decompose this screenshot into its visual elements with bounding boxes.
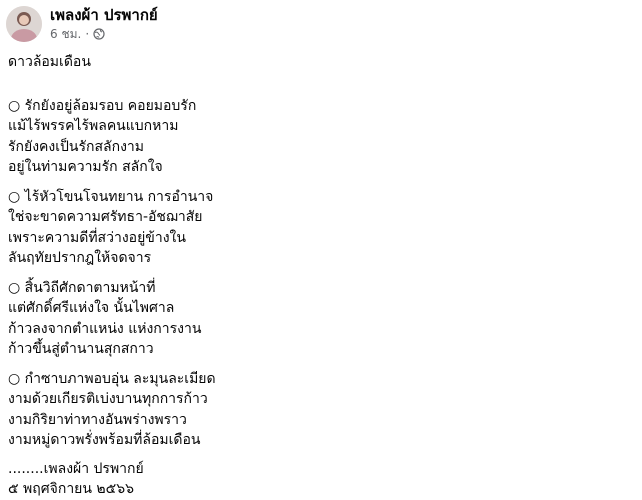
- poem-line: รักยังคงเป็นรักสลักงาม: [8, 138, 145, 155]
- header-text: [50, 6, 158, 42]
- poem-line: งามกิริยาท่าทางอันพร่างพราว: [8, 411, 187, 428]
- poem-line: ○ สิ้นวิถีศักดาตามหน้าที่: [8, 279, 156, 296]
- poem-line: ○ ไร้หัวโขนโจนทยาน การอำนาจ: [8, 188, 214, 205]
- stanza: [8, 369, 628, 451]
- post-signature: ........เพลงผ้า ปรพากย์: [8, 460, 144, 477]
- post-header: [6, 4, 158, 44]
- poem-line: ก้าวลงจากตำแหน่ง แห่งการงาน: [8, 320, 202, 337]
- globe-icon[interactable]: [93, 28, 105, 40]
- poem-line: ใช่จะขาดความศรัทธา-อัชฌาสัย: [8, 209, 203, 225]
- poem-line: ○ กำซาบภาพอบอุ่น ละมุนละเมียด: [8, 370, 216, 387]
- author-name[interactable]: เพลงผ้า ปรพากย์: [50, 6, 158, 24]
- poem-line: ○ รักยังอยู่ล้อมรอบ คอยมอบรัก: [8, 97, 197, 114]
- poem-line: แม้ไร้พรรคไร้พลคนแบกหาม: [8, 118, 179, 134]
- stanza: [8, 96, 628, 178]
- stanza: [8, 278, 628, 360]
- avatar-image: [6, 6, 42, 42]
- poem-line: ลันฤทัยปรากฎให้จดจาร: [8, 250, 152, 266]
- poem-line: ก้าวขึ้นสู่ตำนานสุกสกาว: [8, 341, 154, 357]
- poem-line: งามหมู่ดาวพรั่งพร้อมที่ล้อมเดือน: [8, 432, 201, 448]
- post-time[interactable]: 6 ชม.: [50, 27, 82, 41]
- post-body: [8, 52, 628, 500]
- poem-line: งามด้วยเกียรติเบ่งบานทุกการก้าว: [8, 391, 208, 407]
- poem-line: อยู่ในท่ามความรัก สลักใจ: [8, 159, 163, 175]
- stanza: [8, 187, 628, 269]
- meta-separator: ·: [85, 27, 90, 41]
- post-title: ดาวล้อมเดือน: [8, 54, 91, 70]
- avatar[interactable]: [6, 6, 42, 42]
- poem-line: แต่ศักดิ์ศรีแห่งใจ นั้นไพศาล: [8, 300, 175, 316]
- poem-line: เพราะความดีที่สว่างอยู่ข้างใน: [8, 229, 186, 246]
- post-date: ๕ พฤศจิกายน ๒๕๖๖: [8, 481, 134, 497]
- post-meta: [50, 26, 158, 42]
